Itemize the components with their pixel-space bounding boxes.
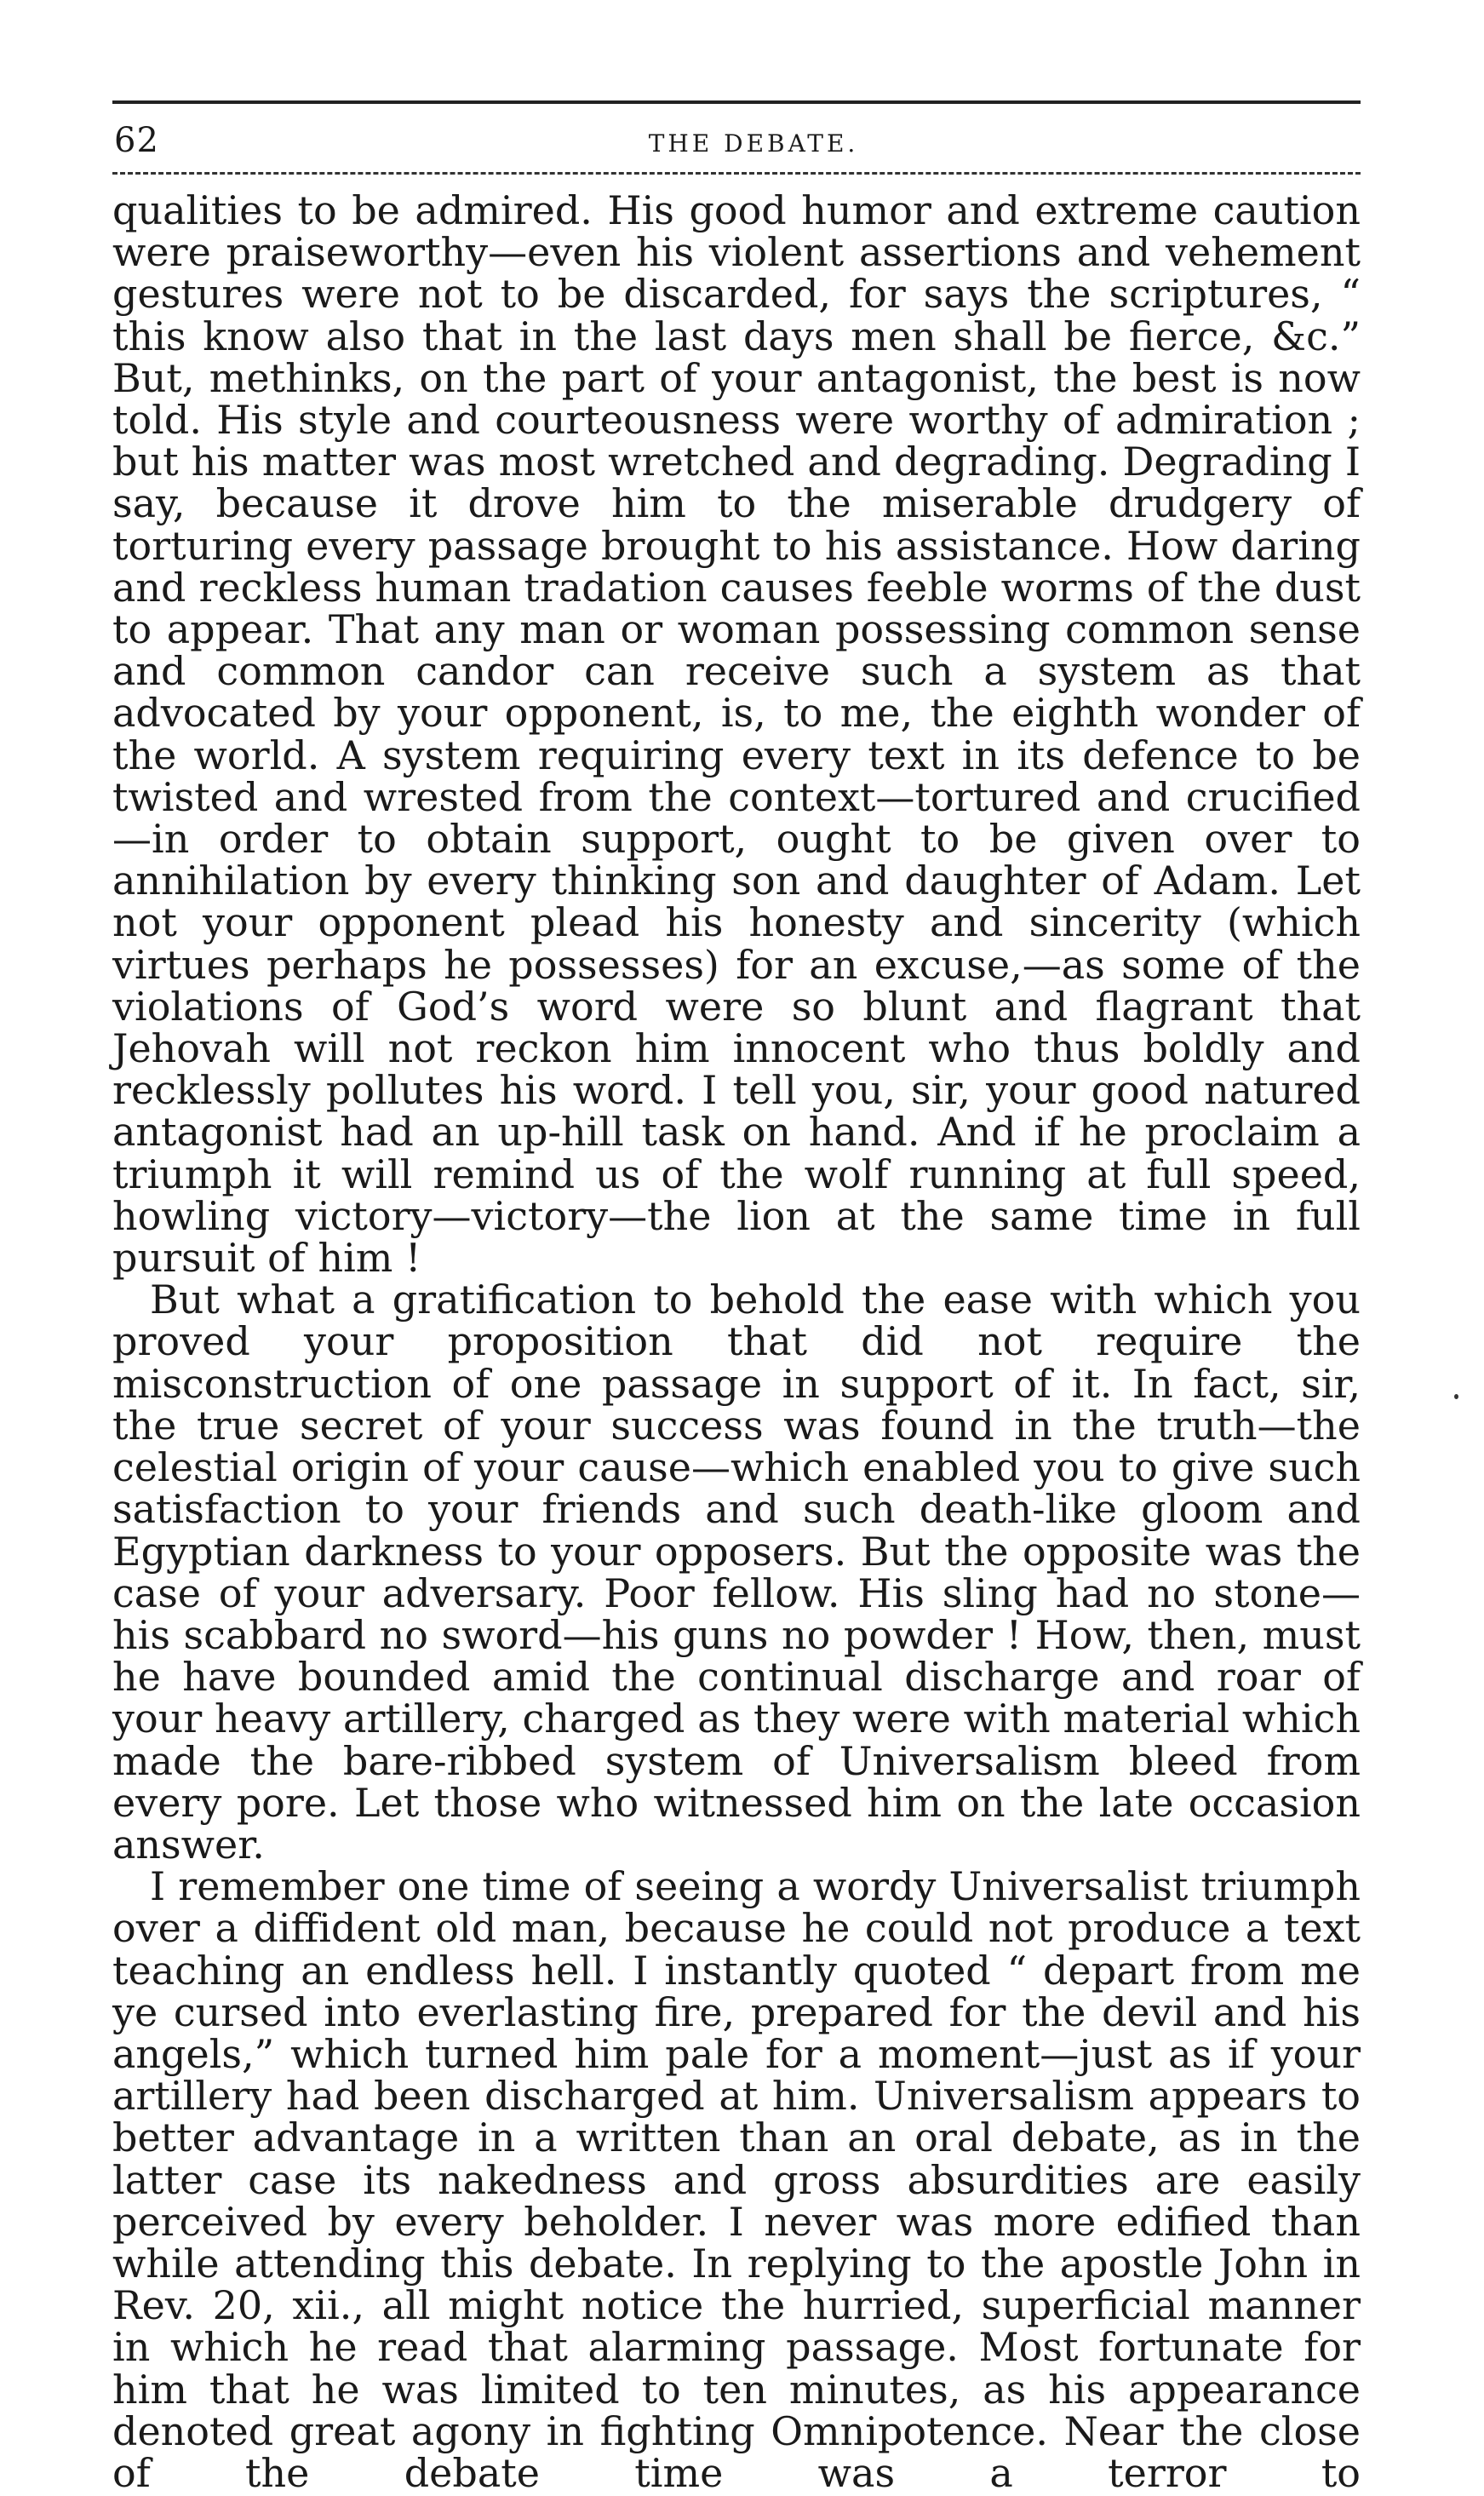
- ink-speck: [1454, 1394, 1458, 1399]
- body-text: [112, 187, 1361, 2496]
- book-page: [112, 100, 1361, 2494]
- paragraph-2: But what a gratification to behold the ease with which you proved your proposition that did not require the misconstruction of one passage in support of it. In fact, sir, the true secret of your success was found in the truth—the celestial origin of your cause—which enabled you to give such satisfaction to your friends and such death-like gloom and Egyptian darkness to your opposers. But the opposite was the case of your adversary. Poor fellow. His sling had no stone—his scabbard no sword—his guns no powder ! How, then, must he have bounded amid the continual discharge and roar of your heavy artillery, charged as they were with material which made the bare-ribbed system of Universalism bleed from every pore. Let those who witnessed him on the late occasion answer.: [112, 1277, 1361, 1868]
- paragraph-3: I remember one time of seeing a wordy Universalist triumph over a diffident old man, because he could not produce a text teaching an endless hell. I instantly quoted “ depart from me ye cursed into everlasting fire, prepared for the devil and his angels,” which turned him pale for a moment—just as if your artillery had been discharged at him. Universalism appears to better advantage in a written than an oral debate, as in the latter case its nakedness and gross absurdities are easily perceived by every beholder. I never was more edified than while attending this debate. In replying to the apostle John in Rev. 20, xii., all might notice the hurried, superficial manner in which he read that alarming passage. Most fortunate for him that he was limited to ten minutes, as his appearance denoted great agony in fighting Omnipotence. Near the close of the debate time was a terror to: [112, 1863, 1361, 2496]
- page-header: [112, 104, 1361, 172]
- running-head: THE DEBATE.: [648, 129, 859, 158]
- page-number: 62: [114, 121, 159, 160]
- header-divider: [112, 172, 1361, 175]
- paragraph-1: qualities to be admired. His good humor and extreme caution were praiseworthy—even his violent assertions and vehement gestures were not to be discarded, for says the scriptures, “ this know also that in the last days men shall be fierce, &c.” But, methinks, on the part of your antagonist, the best is now told. His style and courteousness were worthy of admiration ; but his matter was most wretched and degrading. Degrading I say, because it drove him to the miserable drudgery of torturing every passage brought to his assistance. How daring and reckless human tradation causes feeble worms of the dust to appear. That any man or woman possessing common sense and common candor can receive such a system as that advocated by your opponent, is, to me, the eighth wonder of the world. A system requiring every text in its defence to be twisted and wrested from the context—tortured and crucified—in order to obtain support, ought to be given over to annihilation by every thinking son and daughter of Adam. Let not your opponent plead his honesty and sincerity (which virtues perhaps he possesses) for an excuse,—as some of the violations of God’s word were so blunt and flagrant that Jehovah will not reckon him innocent who thus boldly and recklessly pollutes his word. I tell you, sir, your good natured antagonist had an up-hill task on hand. And if he proclaim a triumph it will remind us of the wolf running at full speed, howling victory—victory—the lion at the same time in full pursuit of him !: [112, 187, 1361, 1282]
